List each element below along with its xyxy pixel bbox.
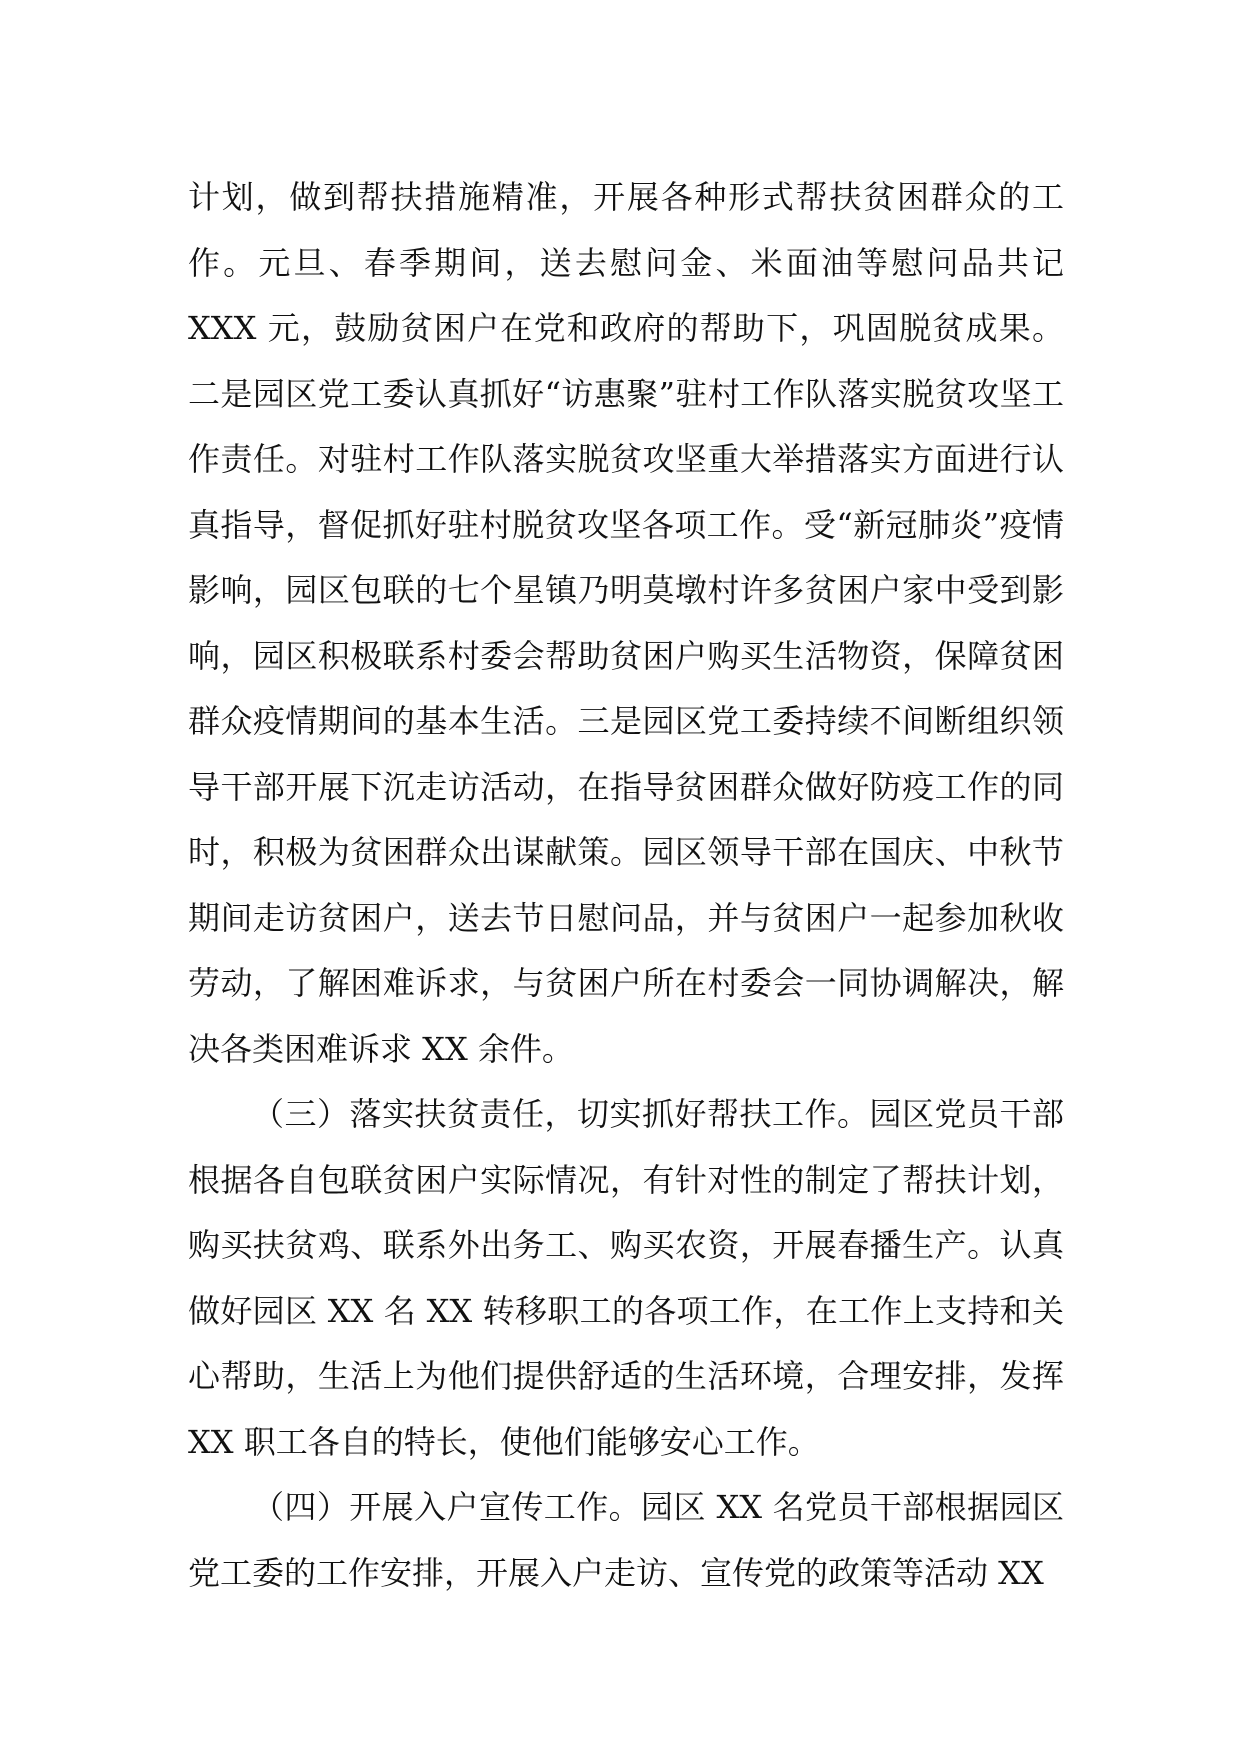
- paragraph-continued: 计划，做到帮扶措施精准，开展各种形式帮扶贫困群众的工作。元旦、春季期间，送去慰问金、米面油等慰问品共记 XXX 元，鼓励贫困户在党和政府的帮助下，巩固脱贫成果。二是园区党工委认真抓好“访惠聚”驻村工作队落实脱贫攻坚工作责任。对驻村工作队落实脱贫攻坚重大举措落实方面进行认真指导，督促抓好驻村脱贫攻坚各项工作。受“新冠肺炎”疫情影响，园区包联的七个星镇乃明莫墩村许多贫困户家中受到影响，园区积极联系村委会帮助贫困户购买生活物资，保障贫困群众疫情期间的基本生活。三是园区党工委持续不间断组织领导干部开展下沉走访活动，在指导贫困群众做好防疫工作的同时，积极为贫困群众出谋献策。园区领导干部在国庆、中秋节期间走访贫困户，送去节日慰问品，并与贫困户一起参加秋收劳动，了解困难诉求，与贫困户所在村委会一同协调解决，解决各类困难诉求 XX 余件。: [188, 178, 1064, 1068]
- document-body: [188, 165, 1064, 1606]
- paragraph-section-three: （三）落实扶贫责任，切实抓好帮扶工作。园区党员干部根据各自包联贫困户实际情况，有针对性的制定了帮扶计划，购买扶贫鸡、联系外出务工、购买农资，开展春播生产。认真做好园区 XX 名 XX 转移职工的各项工作，在工作上支持和关心帮助，生活上为他们提供舒适的生活环境，合理安排，发挥 XX 职工各自的特长，使他们能够安心工作。: [188, 1095, 1064, 1461]
- paragraph-section-four: （四）开展入户宣传工作。园区 XX 名党员干部根据园区党工委的工作安排，开展入户走访、宣传党的政策等活动 XX: [188, 1488, 1064, 1592]
